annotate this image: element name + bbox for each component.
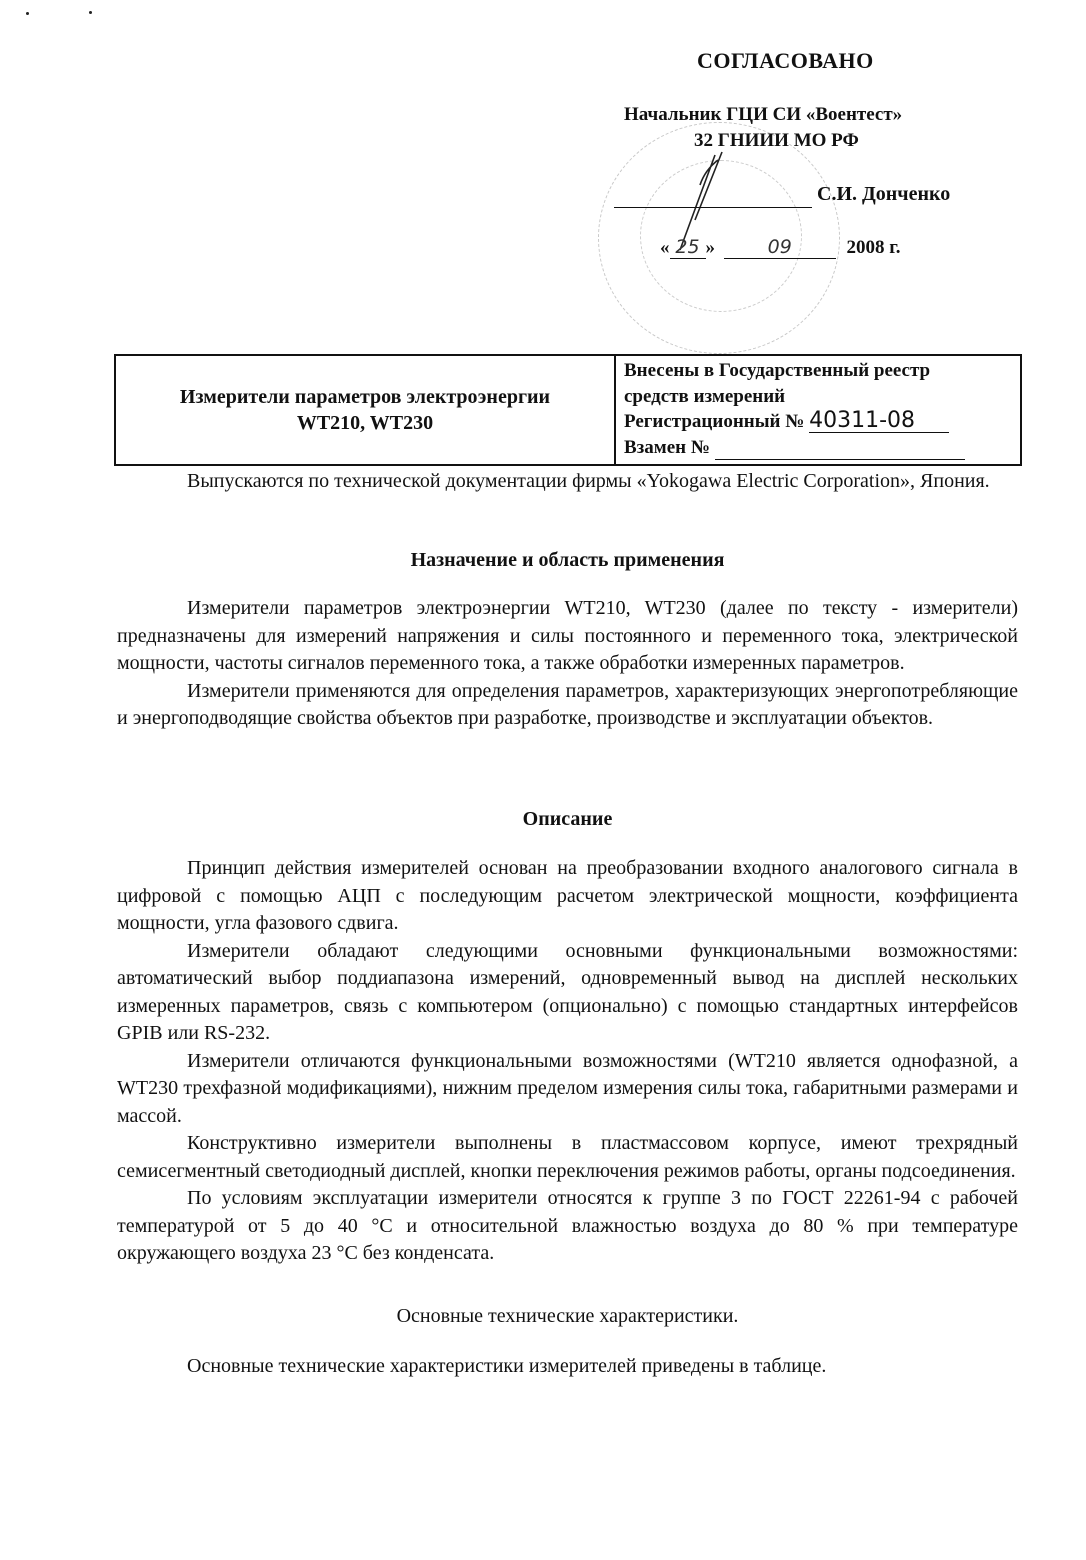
scan-speck (89, 11, 92, 14)
registry-info-cell (616, 356, 1020, 464)
registry-line2: средств измерений (624, 385, 786, 407)
replaces-row (624, 435, 1012, 461)
signatory-name: С.И. Донченко (817, 183, 951, 205)
product-name-line1: Измерители параметров электроэнергии (179, 386, 551, 408)
section-heading-description: Описание (522, 808, 613, 830)
section-description-body (117, 855, 1018, 1268)
product-models: WT210, WT230 (296, 412, 434, 434)
registration-number: 40311-08 (809, 410, 949, 433)
replaces-label: Взамен № (624, 436, 710, 458)
intro-text: Выпускаются по технической документации фирмы «Yokogawa Electric Corporation», Япония. (187, 470, 990, 492)
date-day: 25 (670, 236, 706, 259)
approval-date (660, 236, 901, 259)
paragraph: Измерители параметров электроэнергии WT210, WT230 (далее по тексту - измерители) предназначены для измерений напряжения и силы постоянного и переменного тока, электрической мощности, частоты сигналов переменного тока, а также обработки измеренных параметров. (117, 597, 1018, 674)
approver-position-line2: 32 ГНИИИ МО РФ (694, 130, 859, 151)
paragraph: По условиям эксплуатации измерители относятся к группе 3 по ГОСТ 22261-94 с рабочей температурой от 5 до 40 °С и относительной влажностью воздуха до 80 % при температуре окружающего воздуха 23 °С без конденсата. (117, 1187, 1018, 1264)
registration-label: Регистрационный № (624, 411, 805, 432)
paragraph: Измерители обладают следующими основными функциональными возможностями: автоматический выбор поддиапазона измерений, одновременный вывод на дисплей нескольких измеренных параметров, связь с компьютером (опционально) с помощью стандартных интерфейсов GPIB или RS-232. (117, 939, 1018, 1044)
date-year: 2008 г. (846, 237, 901, 258)
specs-heading: Основные технические характеристики. (396, 1305, 739, 1327)
registry-table (114, 354, 1022, 466)
intro-paragraph (117, 468, 1018, 496)
section-purpose-body (117, 595, 1018, 733)
registry-line1: Внесены в Государственный реестр (624, 360, 931, 381)
signature-line (614, 207, 812, 208)
specs-text: Основные технические характеристики измерителей приведены в таблице. (187, 1355, 827, 1377)
paragraph: Измерители отличаются функциональными возможностями (WT210 является однофазной, а WT230 трехфазной модификациями), нижним пределом измерения силы тока, габаритными размерами и массой. (117, 1049, 1018, 1127)
scan-speck (26, 12, 29, 15)
specs-intro (117, 1353, 1018, 1381)
quote-open: « (660, 237, 670, 258)
approver-position-line1: Начальник ГЦИ СИ «Воентест» (624, 104, 903, 125)
registration-row (624, 409, 1012, 435)
date-month: 09 (724, 236, 836, 259)
approval-title: СОГЛАСОВАНО (697, 48, 874, 73)
replaces-value (715, 441, 965, 460)
paragraph: Принцип действия измерителей основан на преобразовании входного аналогового сигнала в цифровой с помощью АЦП с последующим расчетом электрической мощности, коэффициента мощности, угла фазового сдвига. (117, 857, 1018, 934)
section-heading-purpose: Назначение и область применения (410, 549, 725, 571)
product-name-cell (116, 356, 616, 464)
paragraph: Конструктивно измерители выполнены в пластмассовом корпусе, имеют трехрядный семисегментный светодиодный дисплей, кнопки переключения режимов работы, органы подсоединения. (117, 1132, 1018, 1182)
quote-close: » (705, 237, 715, 258)
paragraph: Измерители применяются для определения параметров, характеризующих энергопотребляющие и энергоподводящие свойства объектов при разработке, производстве и эксплуатации объектов. (117, 679, 1018, 729)
